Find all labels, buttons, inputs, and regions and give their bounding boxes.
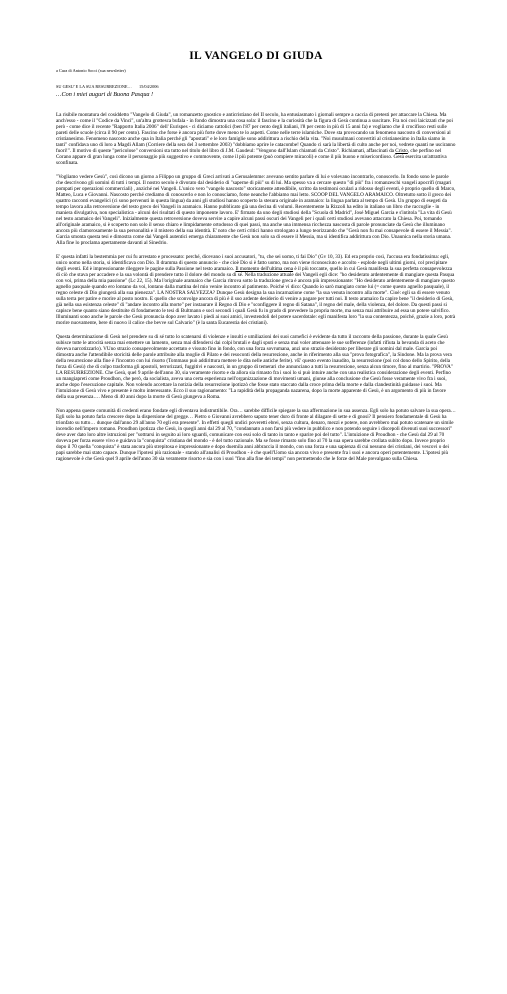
document-title: IL VANGELO DI GIUDA <box>189 50 323 62</box>
paragraph-5: Non appena queste comunità di credenti erano fondate egli diventava indistruttibile. Ora… sarebbe difficile spiegare la sua affermazione in sua assenza. Egli solo ha potuto salvare la sua opera… Egli solo ha potuto farla crescere dopo la dispersione del gregge… Pietro o Giovanni avrebbero saputo tener duro di fronte al dilagare di sette e di gnosi? Il pensiero fondamentale di Gesù ha trionfato su tutto… dunque dall'anno 29 all'anno 70 egli era presente". In effetti quegli undici poveretti ebrei, senza cultura, denaro, mezzi e potere, non avrebbero mai potuto scatenare un simile incendio nell'impero romano. Proudhon ipotizza che Gesù, in quegli anni dal 29 al 70, "condannato a non farsi più vedere in pubblico e non potendo seguire i discepoli divenuti suoi successori" deve aver dato loro altre istruzioni per "sottrarsi in seguito ai loro sguardi, comunicare con essi solo di tanto in tanto e sparire poi del tutto". L'intuizione di Proudhon - che Gesù dal 29 al 70 doveva per forza essere vivo e guidava la "conquista" cristiana del mondo - è del tutto razionale. Ma se fosse rimasto solo fino al 70 la sua opera sarebbe crollata subito dopo. Invece proprio dopo il 70 quella "conquista" è stata ancora più strepitosa e impressionante e dopo duemila anni abbraccia il mondo, con una forza e una sapienza di cui nessuno dei cristiani, dei vescovi o dei papi sarebbe mai stato capace. Dunque l'ipotesi più razionale - stando all'analisi di Proudhon - è che quell'Uomo sia ancora vivo e presente fra i suoi e ancora operi potentemente. L'ipotesi più ragionevole è che Gesù quel 9 aprile dell'anno 30 sia veramente risorto e sia con i suoi "fino alla fine dei tempi" non permettendo che le forze del Male prevalgano sulla Chiesa. <box>56 407 456 462</box>
publication-date: 15/04/2006 <box>138 84 159 89</box>
paragraph-4: Questa determinazione di Gesù nel prendere su di sé tutto lo scatenarsi di violenze e insulti e umiliazioni dei suoi carnefici è evidente da tutto il racconto della passione, durante la quale Gesù subisce tutte le atrocità senza mai emettere un lamento, senza mai difendersi dai colpi brutali e dagli sputi e senza mai voler attenuare le sue sofferenze (infatti rifiuta la bevanda di aceto che doveva narcotizzarlo). VUno strazio consapevolmente accettato e vissuto fino in fondo, con una forza sovrumana, anzi uno strazio desiderato per liberare gli uomini dal male. Garcia poi dimostra anche l'attendibile storicità delle parole attribuite alla moglie di Pilato e dei resoconti della resurrezione, anche in riferimento alla sua "prova fotografica", la Sindone. Ma la prova vera della resurrezione alla fine è l'incontro con lui risorto (Tommaso può addirittura mettere le dita nelle antiche ferite). vE' questo evento inaudito, la resurrezione (poi col dono dello Spirito, della forza di Gesù) che di colpo trasforma gli apostoli, terrorizzati, fuggitivi e nascosti, in un gruppo di temerari che annunciano a tutti la resurrezione, senza alcun timore, fino al martirio. "PROVA" LA RESURREZIONE. Che Gesù, quel 9 aprile dell'anno 30, sia veramente risorto e da allora sia rimasto fra i suoi lo si può intuire anche con una realistica considerazione degli eventi. Perfino un mangiapreti come Proudhon, che però, da socialista, aveva una certa esperienza nell'organizzazione di movimenti umani, giunse alla conclusione che Gesù fosse veramente vivo fra i suoi, anche dopo l'esecuzione capitale. Non volendo accettare la notizia della resurrezione ipotizzò che fosse stato staccato dalla croce prima della morte e dalla clandestinità guidasse i suoi. Ma l'intuizione di Gesù vivo e presente è molto interessante. Ecco il suo ragionamento: "La rapidità della propaganda nazarena, dopo la morte apparente di Gesù, è un argomento di più in favore della sua presenza…. Meno di 40 anni dopo la morte di Gesù giungeva a Roma. <box>56 333 453 401</box>
subtitle-greeting: …Con i miei auguri di Buona Pasqua ! <box>56 91 154 98</box>
section-line <box>56 84 159 89</box>
author-credit: a Cura di Antonio Socci (sua newsletter) <box>56 68 126 73</box>
article-body <box>56 112 456 462</box>
paragraph-3: E' questa infatti la bestemmia per cui fu arrestato e processato: perché, dicevano i suoi accusatori, "tu, che sei uomo, ti fai Dio" (Gv 10, 33). Ed era proprio così, l'accusa era fondatissima: egli, unico uomo nella storia, si identificava con Dio. Il dramma di questo annuncio - che cioè Dio si è fatto uomo, ma non viene riconosciuto e accolto - esplode negli ultimi giorni, col precipitare degli eventi. Ed è impressionante rileggere le pagine sulla Passione nel testo aramaico. Il momento dell'ultima cena è il più toccante, quello in cui Gesù manifesta la sua perfetta consapevolezza di ciò che stava per accadere e la sua volontà di prendere tutto il dolore del mondo su di sé. Nella traduzione attuale dei Vangeli egli dice: "ho desiderato ardentemente di mangiare questa Pasqua con voi, prima della mia passione" (Lc 22, 15). Ma l'originale aramaico che Garcia ritrova sotto la traduzione greca è ancora più impressionante: "Ho desiderato ardentemente di mangiare questo agnello pasquale quando ero lontano da voi, lontano dalla mattina del mio venire incontro al patimento. Poiché vi dico: Quando io sarò mangiato come lui (= come questo agnello pasquale), il regno celeste di Dio giungerà alla sua pienezza". LA NOSTRA SALVEZZA? Dunque Gesù designa la sua incarnazione come "la sua venuta incontro alla morte". Cioè: egli sa di essere venuto sulla terra per patire e morire al posto nostro. E quello che sconvolge ancora di più è il suo ardente desiderio di venire a pagare per tutti noi. Il testo aramaico fa capire bene "il desiderio di Gesù, già nella sua esistenza celeste" di "andare incontro alla morte" per instaurare il Regno di Dio e "sconfiggere il regno di Satana", il regno del male, della violenza, del dolore. Da questi passi si capisce bene quanto siano destituite di fondamento le tesi di Bultmann e soci secondi i quali Gesù fu in grado di prevedere la propria morte, ma senza mai attribuire ad essa un potere salvifico. Illuminanti sono anche le parole che Gesù pronuncia dopo aver lavato i piedi ai suoi amici, investendoli del potere sacerdotale: egli manifesta loro "la sua contentezza, poiché, grazie a loro, potrà morire nuovamente, bere di nuovo il calice che bevve sul Calvario" (è la santa Eucarestia dei cristiani). <box>56 253 456 327</box>
paragraph-2: "Vogliamo vedere Gesù", così dicono un giorno a Filippo un gruppo di Greci arrivati a Gerusalemme: avevano sentito parlare di lui e volevano incontrarlo, conoscerlo. In fondo sono le parole che descrivono gli uomini di tutti i tempi. Il nostro secolo è divorato dal desiderio di "saperne di più" su di lui. Ma spesso va a cercare questo "di più" fra i romanzeschi vangeli apocrifi (magari pompati per operazioni commerciali) , anziché nei Vangeli. L'unico vero "vangelo nascosto" storicamente attendibile, scritto da testimoni oculari a ridosso degli eventi, è proprio quello di Marco, Matteo, Luca e Giovanni. Nascosto perché crediamo di conoscerlo e non lo conosciamo, forse neanche l'abbiamo mai letto. SCOOP DEL VANGELO ARAMAICO. Oltretutto sotto il greco dei quattro racconti evangelici (ci sono pervenuti in questa lingua) da anni gli studiosi hanno scoperto la stesura originale in aramaico: la lingua parlata al tempo di Gesù. Un gruppo di esegeti da tempo lavora alla retroversione del testo greco dei Vangeli in aramaico. Hanno pubblicato già una decina di volumi. Recentemente la Rizzoli ha edito in italiano un libro che raccoglie - in maniera divulgativa, non specialistica - alcuni dei risultati di questo imponente lavoro. E' firmato da uno degli studiosi della "Scuola di Madrid", José Miguel Garcia e s'intitola "La vita di Gesù nel testo aramaico dei Vangeli". Inizialmente questa retroversione doveva servire a capire alcuni passi oscuri dei Vangeli per i quali certi studiosi avevano attaccato la Chiesa. Poi, tornando all'originale aramaico, si è scoperto non solo il senso chiaro e limpidamente ortodosso di quei passi, ma anche una immensa ricchezza nascosta di parole pronunciate da Gesù che illuminano ancora più clamorosamente la sua personalità e il mistero della sua identità. E' noto che certi critici hanno strologato a lungo teorizzando che "Gesù non fu mai consapevole di essere il Messia". Garcia smonta questa tesi e dimostra come dai Vangeli autentici emerga chiaramente che Gesù non solo sa di essere il Messia, ma si identifica addirittura con Dio. Unaunica nella storia umana. Alla fine lo proclama apertamente davanti al Sinedrio. <box>56 173 456 247</box>
link-ultima-cena[interactable]: Il momento dell'ultima cena <box>235 265 294 272</box>
section-label: SU GESU' E LA SUA RESURREZIONE… <box>56 84 132 89</box>
paragraph-1: La risibile montatura del cosiddetto "Vangelo di Giuda", un romanzetto gnostico e anticristiano del II secolo, ha entusiasmato i giornali sempre a caccia di pretesti per attaccare la Chiesa. Ma anch'esso - come il "Codice da Vinci", un'altra grottesca bufala - in fondo dimostra una cosa sola: il fascino e la curiosità che la figura di Gesù continua a suscitare. Fra noi così laicizzati che poi però - come dice il recente "Rapporto Italia 2006" dell' Eurispes - ci diciamo cattolici (ben l'87 per cento degli italiani, l'8 per cento in più di 15 anni fa) e vogliamo che il crocifisso resti sulle pareti delle scuole (circa il 90 per cento). Fascino che forse è ancora più forte dove meno te lo aspetti. Come nelle terre islamiche. Dove sta provocando un fenomeno nascosto di conversioni al cristianesimo. Fenomeno nascosto anche qua in Italia perché gli "apostati" e le loro famiglie sono addirittura a rischio della vita. "Noi musulmani convertiti al cristianesimo in Italia siamo in tanti" confidava uno di loro a Magdi Allam (Corriere della sera del 3 settembre 2003) "dobbiamo aprire le catacombe! Quando ci sarà la libertà di culto anche per noi, vedrete quanti ne usciranno fuori!". Il motivo di queste "pericolose" conversioni sta tutto nel titolo del libro di J.M. Gaudeul: "Vengono dall'Islam chiamati da Cristo". Richiamati, affascinati da Cristo, che perfino nel Corano appare di gran lunga come il personaggio più suggestivo e commovente, come il più potente (può compiere miracoli) e come il più buono e misericordioso. Gesù esercita un'attrattiva sconfinata. <box>56 112 456 167</box>
link-cristo[interactable]: Cristo <box>395 148 408 155</box>
